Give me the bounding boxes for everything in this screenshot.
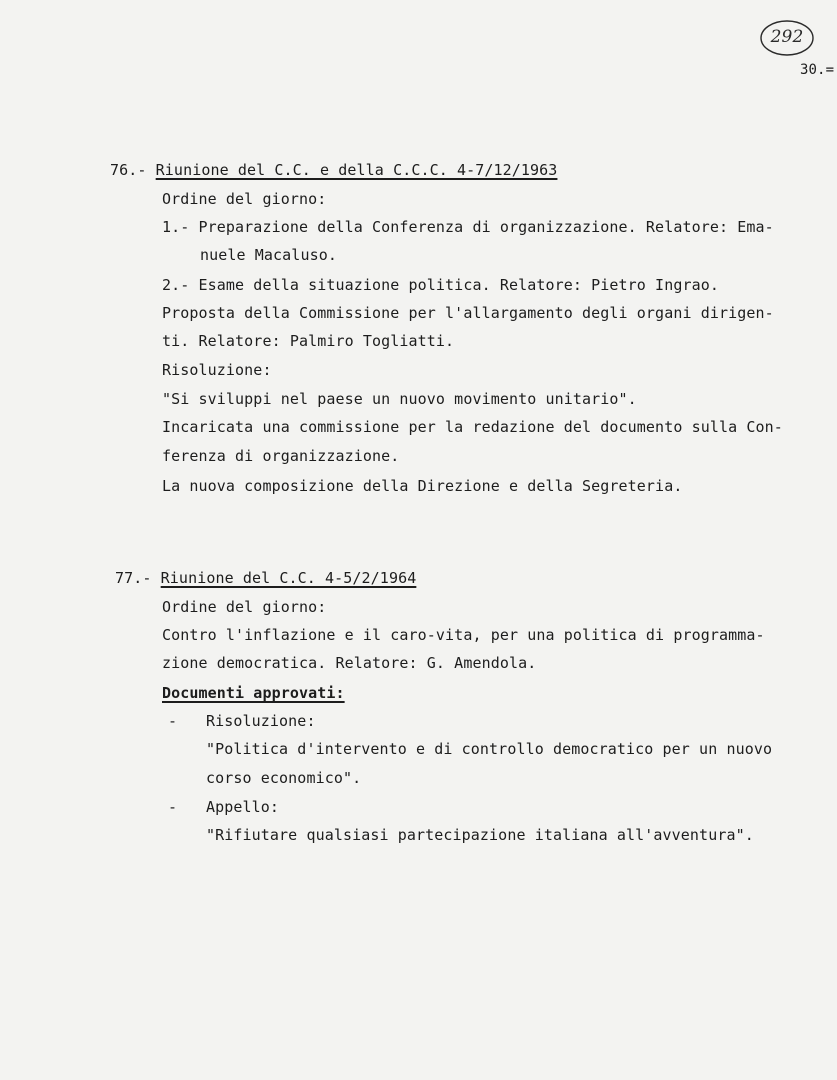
- agenda-item-text: 2.- Esame della situazione politica. Relatore: Pietro Ingrao.: [162, 276, 719, 294]
- document-type: Risoluzione:: [206, 712, 316, 730]
- agenda-item-text: zione democratica. Relatore: G. Amendola.: [162, 654, 537, 672]
- agenda-item-text: Contro l'inflazione e il caro-vita, per una politica di programma-: [162, 626, 765, 644]
- agenda-item-text: "Si sviluppi nel paese un nuovo movimento unitario".: [162, 390, 637, 408]
- documents-label: Documenti approvati:: [162, 684, 345, 702]
- document-text: corso economico".: [206, 769, 362, 787]
- document-bullet: -: [168, 798, 178, 816]
- page-number: 30.=: [800, 62, 835, 78]
- agenda-item-text: ferenza di organizzazione.: [162, 447, 400, 465]
- agenda-item-text: Risoluzione:: [162, 361, 272, 379]
- agenda-item-text: Incaricata una commissione per la redazione del documento sulla Con-: [162, 418, 783, 436]
- document-text: "Politica d'intervento e di controllo democratico per un nuovo: [206, 740, 773, 758]
- archive-number-text: 292: [770, 27, 804, 47]
- section-77-heading-line: [115, 569, 416, 587]
- section-76-heading-line: [110, 161, 557, 179]
- agenda-item-text: nuele Macaluso.: [200, 246, 337, 264]
- agenda-label: Ordine del giorno:: [162, 190, 327, 208]
- section-number: 77.-: [115, 569, 152, 587]
- document-text: "Rifiutare qualsiasi partecipazione italiana all'avventura".: [206, 826, 754, 844]
- section-heading: Riunione del C.C. 4-5/2/1964: [160, 569, 417, 587]
- agenda-item-text: ti. Relatore: Palmiro Togliatti.: [162, 332, 455, 350]
- agenda-item-text: La nuova composizione della Direzione e della Segreteria.: [162, 477, 683, 495]
- document-type: Appello:: [206, 798, 280, 816]
- agenda-item-text: Proposta della Commissione per l'allargamento degli organi dirigen-: [162, 304, 774, 322]
- agenda-item-text: 1.- Preparazione della Conferenza di organizzazione. Relatore: Ema-: [162, 218, 774, 236]
- section-number: 76.-: [110, 161, 147, 179]
- archive-number-stamp: [758, 18, 816, 58]
- agenda-label: Ordine del giorno:: [162, 598, 327, 616]
- section-heading: Riunione del C.C. e della C.C.C. 4-7/12/1963: [155, 161, 558, 179]
- document-bullet: -: [168, 712, 178, 730]
